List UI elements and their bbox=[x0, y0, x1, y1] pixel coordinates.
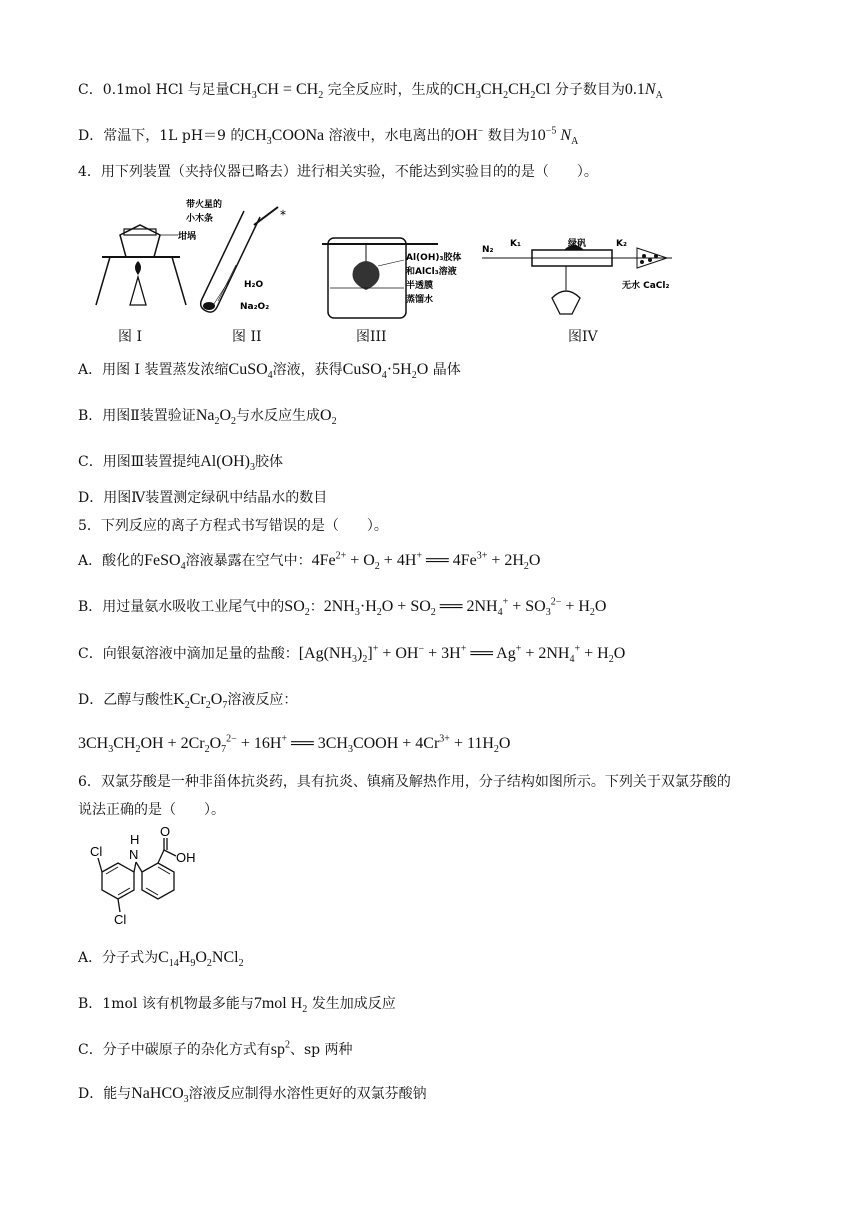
fig2-label-water: H₂O bbox=[244, 280, 264, 290]
q5-option-b: B．用过量氨水吸收工业尾气中的$SO_2$：$2NH_3\cdot H_2O + SO_2$ ══ $2NH_4^+ + SO_3^{2-} + H_2O$ bbox=[78, 596, 607, 619]
q4-b-o2: $O_2$ bbox=[320, 407, 337, 428]
fig2-label-splint2: 小木条 bbox=[186, 214, 214, 224]
q6-b-text1: B．1mol 该有机物最多能与 bbox=[78, 996, 254, 1012]
q5-b-text1: B．用过量氨水吸收工业尾气中的 bbox=[78, 599, 285, 615]
q6-option-d bbox=[78, 1084, 427, 1104]
q3-c-text1: C．0.1mol HCl 与足量 bbox=[78, 82, 230, 98]
q3-c-chloropropane: $CH_3CH_2CH_2Cl$ bbox=[453, 81, 551, 102]
fig3-label-water: 蒸馏水 bbox=[406, 295, 434, 305]
q5-stem: 5．下列反应的离子方程式书写错误的是（ ）。 bbox=[78, 518, 388, 534]
q6-stem-line1: 6．双氯芬酸是一种非甾体抗炎药，具有抗炎、镇痛及解热作用，分子结构如图所示。下列关于双氯芬酸的 bbox=[78, 774, 731, 790]
q6-d-nahco3: NaHCO$_3$ bbox=[131, 1085, 189, 1106]
q3-c-text2: 完全反应时，生成的 bbox=[327, 82, 454, 98]
q4-a-text3: 晶体 bbox=[432, 362, 461, 378]
q5-a-feso4: FeSO$_4$ bbox=[144, 552, 186, 573]
q6-c-text1: C．分子中碳原子的杂化方式有 bbox=[78, 1042, 271, 1058]
q3-option-c bbox=[78, 80, 663, 100]
q5-option-d bbox=[78, 690, 297, 710]
q5-d-k2cr2o7: $K_2Cr_2O_7$ bbox=[173, 691, 228, 712]
svg-text:⁎: ⁎ bbox=[280, 204, 286, 218]
figure-3-caption: 图III bbox=[356, 329, 387, 345]
fig3-label-alcl3: 和AlCl₃溶液 bbox=[406, 267, 457, 277]
q5-a-text2: 溶液暴露在空气中： bbox=[185, 553, 312, 569]
fig4-label-k1: K₁ bbox=[510, 239, 521, 249]
q5-d-text2: 溶液反应： bbox=[227, 692, 298, 708]
q3-d-text2: 溶液中，水电离出的 bbox=[328, 128, 455, 144]
q5-b-so2: $SO_2$ bbox=[284, 598, 310, 619]
q4-option-c bbox=[78, 452, 283, 472]
fig4-label-green-vitriol: 绿矾 bbox=[568, 239, 587, 249]
q5-a-text1: A．酸化的 bbox=[78, 553, 145, 569]
mol-o: O bbox=[160, 826, 171, 839]
q4-option-d: D．用图Ⅳ装置测定绿矾中结晶水的数目 bbox=[78, 490, 328, 506]
fig2-label-na2o2: Na₂O₂ bbox=[240, 302, 270, 312]
fig2-label-splint: 带火星的 bbox=[186, 200, 223, 210]
q3-d-text1: D．常温下，1L pH＝9 的 bbox=[78, 128, 245, 144]
mol-nh-n: N bbox=[129, 847, 139, 862]
fig1-label-crucible: 坩埚 bbox=[178, 232, 197, 242]
figure-3-dialysis bbox=[318, 218, 488, 323]
q4-option-a bbox=[78, 360, 461, 380]
figure-1-caption: 图 I bbox=[118, 329, 142, 345]
q3-d-formula: $CH_3COONa$ bbox=[244, 127, 325, 148]
q5-d-equation: $3CH_3CH_2OH + 2Cr_2O_7^{2-} + 16H^+$ ══ $3CH_3COOH + 4Cr^{3+} + 11H_2O$ bbox=[78, 733, 511, 756]
q4-a-hydrate: $CuSO_4\cdot 5H_2O$ bbox=[342, 361, 429, 382]
fig3-label-colloid: Al(OH)₃胶体 bbox=[406, 253, 462, 263]
q4-stem: 4．用下列装置（夹持仪器已略去）进行相关实验，不能达到实验目的的是（ ）。 bbox=[78, 164, 598, 180]
q4-option-b bbox=[78, 406, 337, 426]
q6-b-h2: 7mol $H_2$ bbox=[253, 995, 308, 1016]
figure-4-tube-apparatus bbox=[482, 232, 682, 322]
q3-option-d bbox=[78, 126, 578, 146]
fig4-label-n2: N₂ bbox=[482, 245, 494, 255]
figure-4-caption: 图IV bbox=[568, 329, 598, 345]
q6-b-text2: 发生加成反应 bbox=[311, 996, 396, 1012]
q5-d-text1: D．乙醇与酸性 bbox=[78, 692, 174, 708]
q6-option-b bbox=[78, 994, 396, 1014]
q3-c-text3: 分子数目为 bbox=[554, 82, 625, 98]
q6-option-a bbox=[78, 948, 244, 968]
fig3-label-membrane: 半透膜 bbox=[406, 281, 434, 291]
q4-c-text2: 胶体 bbox=[254, 454, 283, 470]
fig4-label-k2: K₂ bbox=[616, 239, 627, 249]
q4-c-text1: C．用图Ⅲ装置提纯 bbox=[78, 454, 201, 470]
q4-b-text2: 与水反应生成 bbox=[236, 408, 321, 424]
q4-c-aloh3: $Al(OH)_3$ bbox=[200, 453, 255, 474]
q5-c-equation: $[Ag(NH_3)_2]^+ + OH^- + 3H^+$ ══ $Ag^+ + 2NH_4^+ + H_2O$ bbox=[298, 643, 626, 666]
q3-c-propene: $CH_3CH = CH_2$ bbox=[229, 81, 324, 102]
q6-a-text1: A．分子式为 bbox=[78, 950, 159, 966]
q3-d-ion: OH− bbox=[454, 125, 484, 144]
q3-d-value: $10^{-5}$ $N_A$ bbox=[529, 125, 579, 148]
q5-b-equation: $2NH_3\cdot H_2O + SO_2$ ══ $2NH_4^+ + SO_3^{2-} + H_2O$ bbox=[323, 596, 607, 619]
q6-d-text2: 溶液反应制得水溶性更好的双氯芬酸钠 bbox=[188, 1086, 427, 1102]
figure-2-caption: 图 II bbox=[232, 329, 262, 345]
q6-a-formula: $C_{14}H_9O_2NCl_2$ bbox=[158, 949, 244, 970]
q6-stem-line2: 说法正确的是（ ）。 bbox=[78, 802, 225, 818]
diclofenac-structure bbox=[80, 826, 210, 926]
q6-c-sp2: $sp^2$ bbox=[270, 1039, 290, 1058]
q3-c-value: $0.1N_A$ bbox=[624, 81, 663, 102]
q4-a-text2: 溶液，获得 bbox=[272, 362, 343, 378]
q5-option-c bbox=[78, 644, 625, 664]
q4-a-text1: A．用图 I 装置蒸发浓缩 bbox=[78, 362, 229, 378]
q6-d-text1: D．能与 bbox=[78, 1086, 132, 1102]
q6-option-c bbox=[78, 1040, 353, 1060]
q5-option-a bbox=[78, 551, 540, 571]
q4-b-text1: B．用图Ⅱ装置验证 bbox=[78, 408, 196, 424]
q5-c-text1: C．向银氨溶液中滴加足量的盐酸： bbox=[78, 646, 299, 662]
mol-cl-top: Cl bbox=[90, 844, 103, 859]
q4-b-na2o2: $Na_2O_2$ bbox=[195, 407, 237, 428]
q6-c-text2: 、sp 两种 bbox=[289, 1042, 353, 1058]
q4-a-cuso4: CuSO$_4$ bbox=[228, 361, 273, 382]
figure-2-test-tube bbox=[182, 195, 292, 325]
mol-nh-h: H bbox=[130, 832, 140, 847]
mol-cl-bottom: Cl bbox=[114, 912, 127, 926]
fig4-label-cacl2: 无水 CaCl₂ bbox=[622, 281, 670, 291]
mol-oh: OH bbox=[176, 850, 196, 865]
q3-d-text3: 数目为 bbox=[487, 128, 530, 144]
q5-a-equation: $4Fe^{2+} + O_2 + 4H^+$ ══ $4Fe^{3+} + 2H_2O$ bbox=[311, 550, 541, 573]
